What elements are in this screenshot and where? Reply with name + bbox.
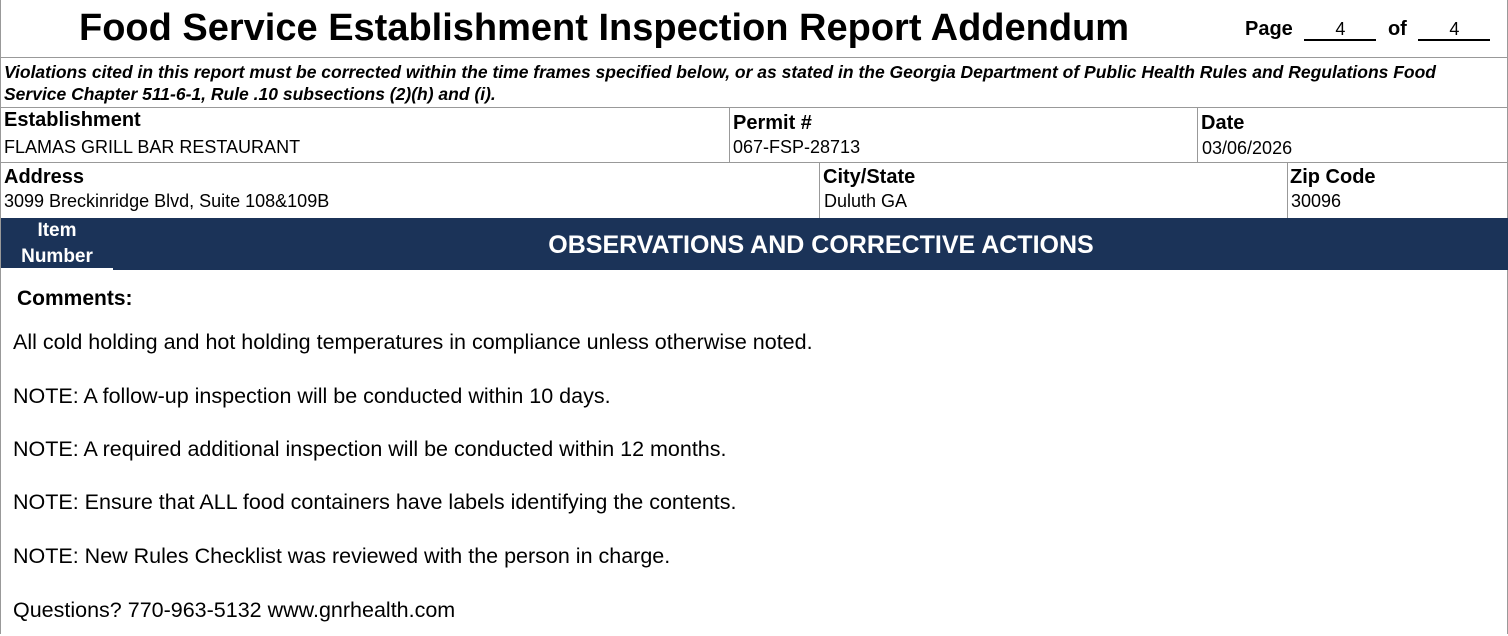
page-number: 4 [1304, 19, 1376, 41]
item-number-header [1, 218, 113, 270]
zip-code-value: 30096 [1291, 191, 1342, 211]
address-value: 3099 Breckinridge Blvd, Suite 108&109B [4, 191, 330, 211]
address-label: Address [4, 166, 85, 188]
report-title: Food Service Establishment Inspection Report Addendum [79, 7, 1130, 49]
date-label: Date [1201, 112, 1245, 134]
page-total: 4 [1418, 19, 1490, 41]
divider [1, 162, 1508, 163]
comment-line: All cold holding and hot holding temperatures in compliance unless otherwise noted. [13, 330, 813, 354]
comment-line: NOTE: A required additional inspection will be conducted within 12 months. [13, 437, 727, 461]
establishment-value: FLAMAS GRILL BAR RESTAURANT [4, 137, 301, 157]
permit-label: Permit # [733, 112, 812, 134]
divider [819, 162, 820, 218]
page-label: Page [1245, 18, 1293, 40]
comment-line: NOTE: A follow-up inspection will be conducted within 10 days. [13, 384, 611, 408]
violations-notice: Violations cited in this report must be corrected within the time frames specified below, or as stated in the Georgia Department of Public Health Rules and Regulations Food Service Chapter 511-6-1, Rule .10 subsections (2)(h) and (i). [4, 62, 1437, 104]
comment-line: NOTE: New Rules Checklist was reviewed with the person in charge. [13, 544, 671, 568]
item-number-line2: Number [21, 246, 93, 267]
establishment-label: Establishment [4, 109, 141, 131]
observations-header: OBSERVATIONS AND CORRECTIVE ACTIONS [548, 231, 1094, 259]
of-label: of [1387, 18, 1407, 40]
divider [1197, 108, 1198, 162]
divider [1287, 162, 1288, 218]
page-indicator [1245, 16, 1490, 42]
item-number-line1: Item [37, 220, 77, 241]
city-state-label: City/State [823, 166, 916, 188]
divider [729, 108, 730, 162]
comment-line: NOTE: Ensure that ALL food containers have labels identifying the contents. [13, 490, 737, 514]
date-value: 03/06/2026 [1202, 138, 1293, 158]
zip-code-label: Zip Code [1290, 166, 1376, 188]
contact-line: Questions? 770-963-5132 www.gnrhealth.com [13, 598, 456, 622]
city-state-value: Duluth GA [824, 191, 908, 211]
divider [1, 107, 1508, 108]
comments-label: Comments: [17, 287, 133, 310]
permit-value: 067-FSP-28713 [733, 137, 861, 157]
divider [1, 57, 1508, 58]
